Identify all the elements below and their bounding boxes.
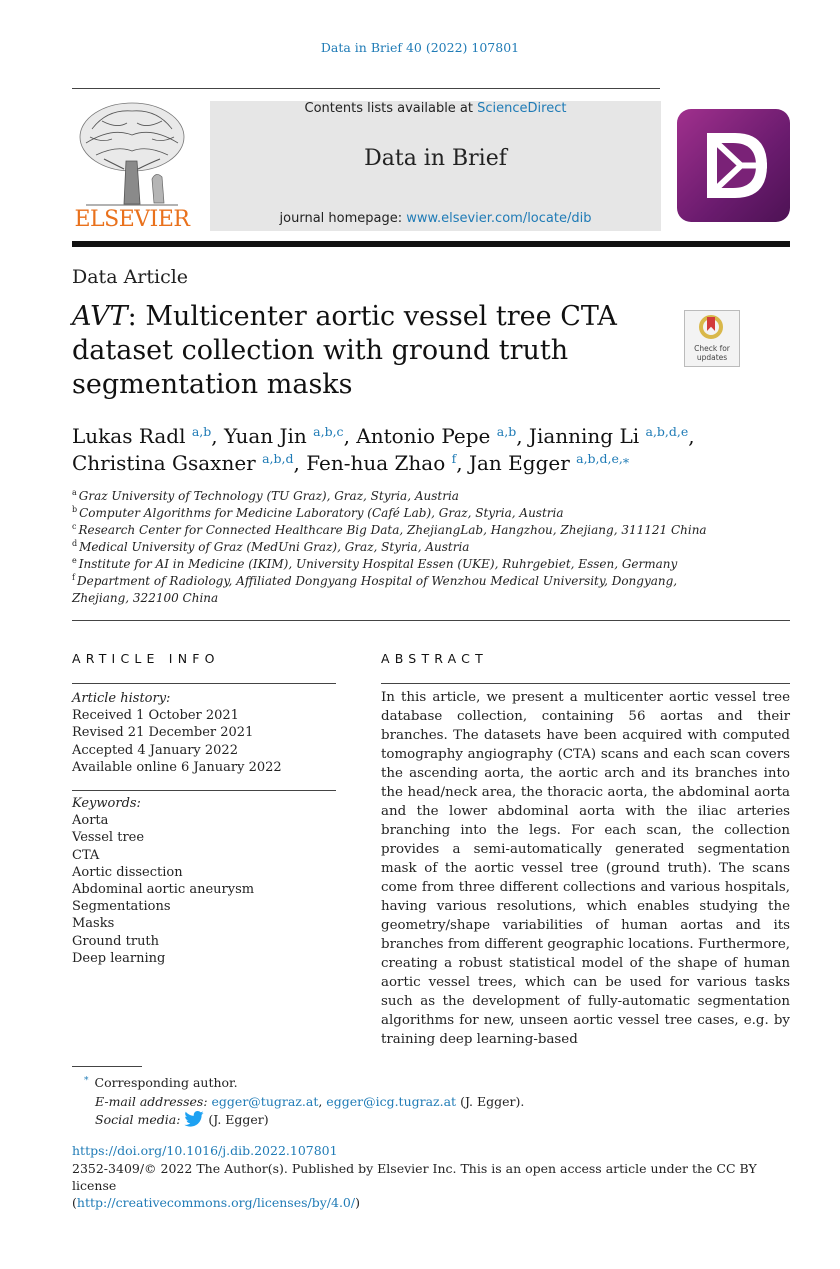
abstract-heading: ABSTRACT — [381, 651, 488, 666]
author-separator: , — [688, 424, 695, 448]
email-link-2[interactable]: egger@icg.tugraz.at — [326, 1093, 457, 1109]
author-separator: , — [343, 424, 357, 448]
keyword-item: Vessel tree — [72, 830, 145, 846]
keyword-item: CTA — [72, 847, 100, 863]
author-affiliation-marks[interactable]: f — [451, 451, 457, 466]
author-affiliation-marks[interactable]: a,b,d — [262, 451, 294, 466]
article-title — [72, 300, 672, 402]
author-separator: , — [211, 424, 224, 448]
author-separator: , — [456, 451, 469, 475]
keyword-list — [72, 812, 336, 967]
abstract-rule — [381, 683, 790, 684]
license-link[interactable]: http://creativecommons.org/licenses/by/4.0/ — [76, 1195, 356, 1210]
author-affiliation-marks[interactable]: a,b — [191, 424, 212, 439]
homepage-link[interactable]: www.elsevier.com/locate/dib — [406, 211, 592, 226]
article-info-heading: ARTICLE INFO — [72, 651, 220, 666]
history-item: Accepted 4 January 2022 — [72, 742, 238, 758]
article-history — [72, 690, 336, 776]
keywords-section — [72, 795, 336, 967]
data-in-brief-logo[interactable] — [677, 109, 790, 222]
corresponding-author-note: * Corresponding author. — [84, 1075, 238, 1090]
twitter-icon[interactable] — [184, 1111, 204, 1127]
check-for-updates-button[interactable] — [684, 310, 740, 367]
keywords-label: Keywords: — [72, 796, 141, 811]
journal-reference[interactable]: Data in Brief 40 (2022) 107801 — [320, 40, 520, 55]
keyword-item: Masks — [72, 916, 115, 932]
footnote-rule — [72, 1066, 142, 1067]
elsevier-logo[interactable] — [72, 99, 192, 233]
title-rest: : Multicenter aortic vessel tree CTA dataset collection with ground truth segmentation masks — [72, 301, 617, 400]
sciencedirect-link[interactable]: ScienceDirect — [477, 101, 567, 116]
affiliation-a: $^a$ Graz University of Technology (TU Graz), Graz, Styria, Austria — [72, 488, 459, 503]
history-item: Revised 21 December 2021 — [72, 725, 254, 741]
homepage-line — [210, 211, 661, 226]
author-name: Jianning Li — [528, 424, 640, 448]
affiliation-list — [72, 488, 712, 607]
social-media-line: Social media: (J. Egger) — [95, 1112, 269, 1127]
affiliation-d: $^d$ Medical University of Graz (MedUni Graz), Graz, Styria, Austria — [72, 539, 470, 554]
abstract-text: In this article, we present a multicenter aortic vessel tree database collection, containing 56 aortas and their branches. The datasets have been acquired with computed tomography angiography (CTA) scans and each scan covers the ascending aorta, the aortic arch and its branches into the head/neck area, the thoracic aorta, the abdominal aorta and the lower abdominal aorta with the iliac arteries branching into the legs. For each scan, the collection provides a semi-automatically generated segmentation mask of the aortic vessel tree (ground truth). The scans come from three different collections and various hospitals, having various resolutions, which enables studying the geometry/shape variabilities of human aortas and its branches from different geographic locations. Furthermore, creating a robust statistical model of the shape of human aortic vessel trees, which can be used for various tasks such as the development of fully-automatic segmentation algorithms for new, unseen aortic vessel tree cases, e.g. by training deep learning-based — [381, 690, 790, 1047]
history-label: Article history: — [72, 691, 171, 706]
data-in-brief-d-icon — [677, 109, 790, 222]
homepage-prefix: journal homepage: — [279, 211, 403, 226]
author-name: Christina Gsaxner — [72, 451, 256, 475]
author-affiliation-marks[interactable]: a,b,c — [313, 424, 344, 439]
author-separator: , — [516, 424, 529, 448]
keyword-item: Abdominal aortic aneurysm — [72, 882, 255, 898]
keywords-rule — [72, 790, 336, 791]
footnotes — [72, 1072, 790, 1130]
title-italic-part: AVT — [72, 301, 128, 332]
author-name: Jan Egger — [468, 451, 570, 475]
article-info-rule — [72, 683, 336, 684]
asterisk-icon: * — [84, 1076, 89, 1086]
affiliation-e: $^e$ Institute for AI in Medicine (IKIM), University Hospital Essen (UKE), Ruhrgebiet, Essen, Germany — [72, 556, 678, 571]
author-name: Fen-hua Zhao — [306, 451, 446, 475]
elsevier-wordmark: ELSEVIER — [74, 207, 190, 232]
author-list — [72, 423, 792, 477]
affiliation-b: $^b$ Computer Algorithms for Medicine Laboratory (Café Lab), Graz, Styria, Austria — [72, 505, 564, 520]
keyword-item: Aorta — [72, 813, 109, 829]
license-text: 2352-3409/© 2022 The Author(s). Published by Elsevier Inc. This is an open access article under the CC BY license (http://creativecommons.org/licenses/by/4.0/) — [72, 1161, 757, 1210]
keyword-item: Segmentations — [72, 899, 171, 915]
author-name: Lukas Radl — [72, 424, 186, 448]
author-affiliation-marks[interactable]: a,b,d,e,⁎ — [576, 451, 630, 466]
affiliation-f: $^f$ Department of Radiology, Affiliated Dongyang Hospital of Wenzhou Medical University, Dongyang, Zhejiang, 322100 China — [72, 573, 678, 605]
affiliation-c: $^c$ Research Center for Connected Healthcare Big Data, ZhejiangLab, Hangzhou, Zhejiang, 311121 China — [72, 522, 707, 537]
check-updates-label: Check for updates — [694, 344, 730, 362]
author-affiliation-marks[interactable]: a,b — [496, 424, 517, 439]
contents-prefix: Contents lists available at — [304, 101, 473, 116]
keyword-item: Ground truth — [72, 933, 160, 949]
author-separator: , — [293, 451, 307, 475]
author-name: Antonio Pepe — [356, 424, 491, 448]
author-affiliation-marks[interactable]: a,b,d,e — [645, 424, 689, 439]
email-line: E-mail addresses: egger@tugraz.at, egger@icg.tugraz.at (J. Egger). — [95, 1093, 525, 1109]
keyword-item: Aortic dissection — [72, 864, 183, 880]
history-item: Available online 6 January 2022 — [72, 759, 282, 775]
header-top-rule — [72, 88, 660, 89]
header-thick-rule — [72, 241, 790, 247]
history-list — [72, 707, 336, 776]
keyword-item: Deep learning — [72, 950, 166, 966]
doi-link[interactable]: https://doi.org/10.1016/j.dib.2022.107801 — [72, 1143, 338, 1158]
history-item: Received 1 October 2021 — [72, 708, 239, 724]
affiliations-rule — [72, 620, 790, 621]
article-type: Data Article — [72, 266, 189, 288]
contents-line — [210, 101, 661, 116]
author-name: Yuan Jin — [223, 424, 307, 448]
journal-name: Data in Brief — [364, 146, 507, 171]
email-link-1[interactable]: egger@tugraz.at — [211, 1093, 319, 1109]
